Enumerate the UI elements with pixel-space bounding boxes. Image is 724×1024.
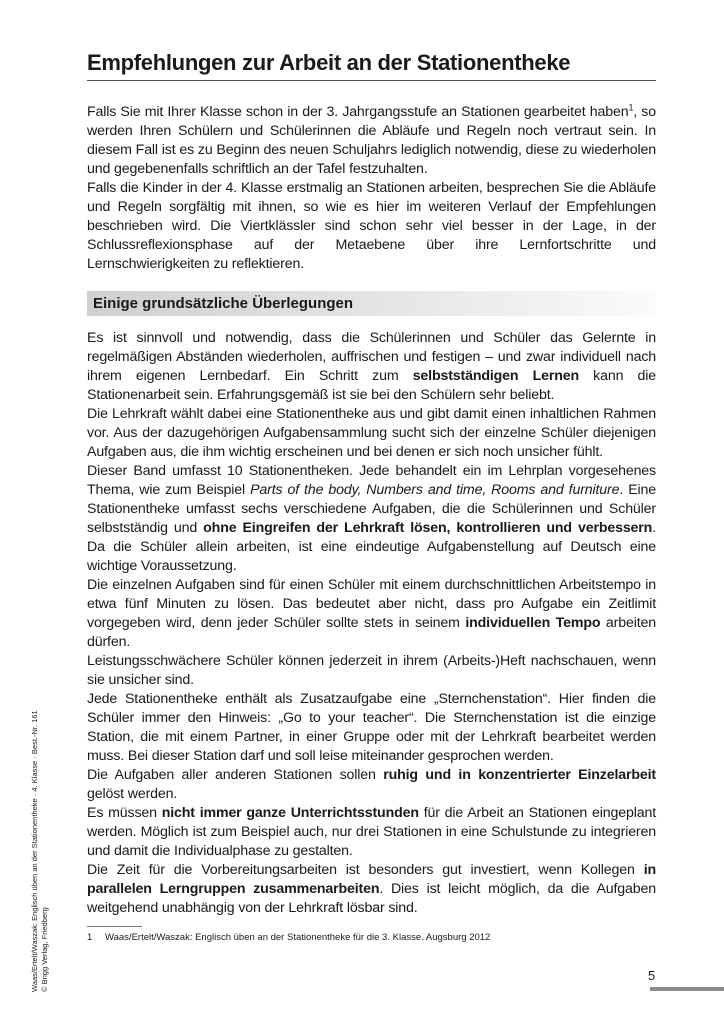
- text-run: Die Lehrkraft wählt dabei eine Stationentheke aus und gibt damit einen inhaltlichen Rahmen vor. Aus der dazugehörigen Aufgabensammlung sucht sich der einzelne Schüler diejenigen Aufgaben aus, die ihm wichtig erscheinen und bei denen er sich noch unsicher fühlt.: [87, 406, 656, 460]
- text-run: für die Arbeit an Stationen eingeplant werden. Möglich ist zum Beispiel auch, nur drei Stationen in eine Schulstunde zu integrieren und damit die Individualphase zu gestalten.: [87, 805, 656, 859]
- footnote: [87, 931, 490, 944]
- intro-section: [87, 103, 656, 274]
- intro-paragraph: [87, 103, 656, 179]
- body-paragraph: [87, 405, 656, 462]
- text-run: Die einzelnen Aufgaben sind für einen Schüler mit einem durchschnittlichen Arbeitstempo in etwa fünf Minuten zu lösen. Das bedeutet aber nicht, dass pro Aufgabe ein Zeitlimit vorgegeben wird, denn jeder Schüler sollte stets in seinem: [87, 577, 656, 631]
- page-number-bar: [650, 987, 724, 991]
- text-run: kann die Stationenarbeit sein. Erfahrungsgemäß ist sie bei den Schülern sehr beliebt.: [87, 368, 657, 403]
- text-run: Es ist sinnvoll und notwendig, dass die Schülerinnen und Schüler das Gelernte in regelmäßigen Abständen wiederholen, auffrischen und festigen – und zwar individuell nach ihrem eigenen Lernbedarf. Ein Schritt zum: [87, 330, 656, 384]
- text-run: arbeiten dürfen.: [87, 615, 656, 650]
- text-run: Falls die Kinder in der 4. Klasse erstmalig an Stationen arbeiten, besprechen Sie die Abläufe und Regeln sorgfältig mit ihnen, so wie es hier im weiteren Verlauf der Empfehlungen beschrieben wird. Die Viertklässler sind schon sehr viel besser in der Lage, in der Schlussreflexionsphase auf der Metaebene über ihre Lernfortschritte und Lernschwierigkeiten zu reflektieren.: [87, 180, 656, 272]
- text-run: . Eine Stationentheke umfasst sechs verschiedene Aufgaben, die die Schülerinnen und Schüler selbstständig und: [87, 482, 656, 536]
- text-run: Leistungsschwächere Schüler können jederzeit in ihrem (Arbeits-)Heft nachschauen, wenn sie unsicher sind.: [87, 653, 656, 688]
- footnote-divider: [87, 926, 142, 927]
- text-run: Es müssen: [87, 805, 162, 821]
- body-paragraph: [87, 766, 656, 804]
- emphasis-bold: ohne Eingreifen der Lehrkraft lösen, kontrollieren und verbessern: [203, 520, 653, 536]
- side-credit-line: Waas/Ertelt/Waszak: Englisch üben an der Stationentheke · 4. Klasse · Best.-Nr. 161: [30, 710, 39, 992]
- side-credit-line: © Brigg Verlag, Friedberg: [39, 907, 49, 992]
- footnote-text: Waas/Ertelt/Waszak: Englisch üben an der Stationentheke für die 3. Klasse. Augsburg 2012: [105, 932, 491, 943]
- text-run: Jede Stationentheke enthält als Zusatzaufgabe eine „Sternchenstation“. Hier finden die Schüler immer den Hinweis: „Go to your teacher“. Die Sternchenstation ist die einzige Station, die mit einem Partner, in einer Gruppe oder mit der Lehrkraft bearbeitet werden muss. Bei dieser Station darf und soll leise miteinander gesprochen werden.: [87, 691, 656, 764]
- body-paragraph: [87, 804, 656, 861]
- text-run: Die Zeit für die Vorbereitungsarbeiten ist besonders gut investiert, wenn Kollegen: [87, 862, 644, 878]
- body-paragraph: [87, 462, 656, 576]
- side-credit: [30, 562, 49, 992]
- body-paragraph: [87, 329, 656, 405]
- section-heading: Einige grundsätzliche Überlegungen: [93, 295, 354, 312]
- text-run: Die Aufgaben aller anderen Stationen sollen: [87, 767, 384, 783]
- emphasis-bold: selbstständigen Lernen: [412, 368, 580, 384]
- body-paragraph: [87, 690, 656, 766]
- text-run: Falls Sie mit Ihrer Klasse schon in der 3. Jahrgangsstufe an Stationen gearbeitet haben: [87, 104, 629, 120]
- page-title: Empfehlungen zur Arbeit an der Stationentheke: [87, 50, 571, 75]
- footnote-number: 1: [87, 932, 93, 943]
- body-paragraph: [87, 861, 656, 918]
- emphasis-italic: Parts of the body, Numbers and time, Rooms and furniture: [250, 482, 620, 498]
- page-number: 5: [648, 968, 656, 983]
- section-heading-bar: [87, 291, 656, 316]
- emphasis-bold: nicht immer ganze Unterrichtsstunden: [161, 805, 419, 821]
- intro-paragraph: [87, 179, 656, 274]
- body-paragraph: [87, 576, 656, 652]
- text-run: gelöst werden.: [87, 786, 178, 802]
- text-run: Dieser Band umfasst 10 Stationentheken. Jede behandelt ein im Lehrplan vorgesehenes Thema, wie zum Beispiel: [87, 463, 656, 498]
- text-run: , so werden Ihren Schülern und Schülerinnen die Abläufe und Regeln noch vertraut sein. In diesem Fall ist es zu Beginn des neuen Schuljahrs lediglich notwendig, diese zu wiederholen und gegebenenfalls schriftlich an der Tafel festzuhalten.: [87, 104, 656, 177]
- emphasis-bold: in parallelen Lerngruppen zusammenarbeiten: [87, 862, 656, 897]
- text-run: . Da die Schüler allein arbeiten, ist eine eindeutige Aufgabenstellung auf Deutsch eine wichtige Voraussetzung.: [87, 520, 656, 574]
- footnote-reference: 1: [628, 102, 634, 113]
- emphasis-bold: individuellen Tempo: [465, 615, 601, 631]
- main-body: [87, 329, 656, 918]
- title-divider: [87, 80, 656, 81]
- emphasis-bold: ruhig und in konzentrierter Einzelarbeit: [383, 767, 656, 783]
- body-paragraph: [87, 652, 656, 690]
- text-run: . Dies ist leicht möglich, da die Aufgaben weitgehend unabhängig von der Lehrkraft lösbar sind.: [87, 881, 656, 916]
